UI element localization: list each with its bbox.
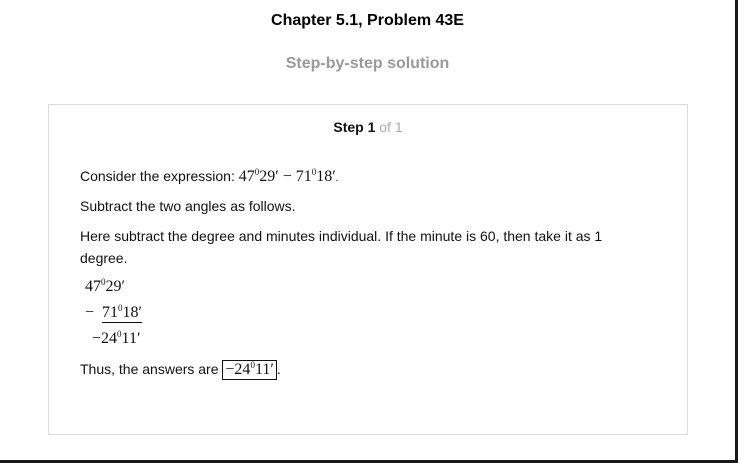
calc-subtrahend: − $71^018'$ xyxy=(85,303,143,321)
calc-minuend: $47^029'$ xyxy=(85,277,125,295)
solution-subtitle: Step-by-step solution xyxy=(285,55,450,72)
step-label: Step 1 xyxy=(333,119,376,135)
method-paragraph: Here subtract the degree and minutes individual. If the minute is 60, then take it as 1 degree. xyxy=(80,228,603,266)
page-title: Chapter 5.1, Problem 43E xyxy=(271,12,464,29)
calc-result: $-24^011'$ xyxy=(92,329,141,347)
answer-suffix: . xyxy=(276,361,281,377)
subtract-paragraph: Subtract the two angles as follows. xyxy=(80,198,296,214)
solution-step-card xyxy=(48,104,688,435)
consider-paragraph xyxy=(80,165,640,190)
step-header xyxy=(49,119,687,135)
expression-math: $47^029' - 71^018'$. xyxy=(238,167,339,185)
answer-paragraph xyxy=(80,358,640,380)
boxed-answer: $-24^011'$ xyxy=(222,360,276,380)
step-count: of 1 xyxy=(379,119,403,135)
answer-prefix: Thus, the answers are xyxy=(80,361,219,377)
consider-label: Consider the expression: xyxy=(80,168,235,184)
